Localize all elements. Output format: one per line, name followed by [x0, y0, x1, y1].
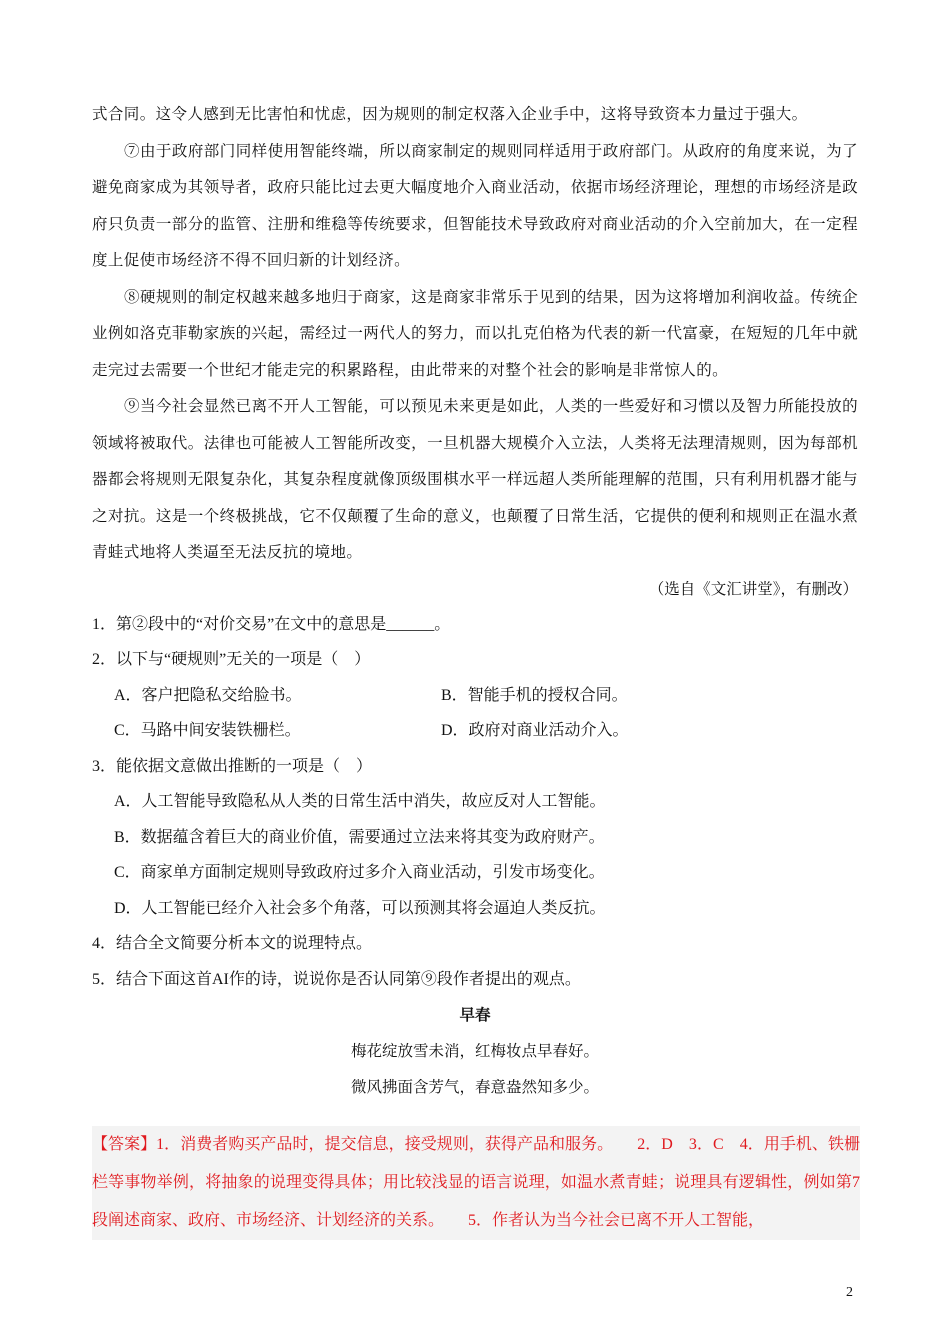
option-c: C．商家单方面制定规则导致政府过多介入商业活动，引发市场变化。	[114, 864, 605, 881]
option-d: D．政府对商业活动介入。	[441, 722, 629, 739]
question-2-options-row-1	[92, 678, 858, 714]
question-2-options-row-2	[92, 713, 858, 749]
option-b: B．数据蕴含着巨大的商业价值，需要通过立法来将其变为政府财产。	[114, 828, 605, 846]
document-body	[92, 96, 858, 1105]
option-c: C．马路中间安装铁栅栏。	[114, 722, 301, 739]
page-number: 2	[846, 1285, 853, 1300]
question-1: 1．第②段中的“对价交易”在文中的意思是______。	[92, 615, 451, 633]
source-citation: （选自《文汇讲堂》，有删改）	[648, 579, 858, 598]
question-5: 5．结合下面这首AI作的诗，说说你是否认同第⑨段作者提出的观点。	[92, 970, 581, 988]
question-4: 4．结合全文简要分析本文的说理特点。	[92, 935, 373, 952]
question-3: 3．能依据文意做出推断的一项是（ ）	[92, 757, 373, 775]
answer-block: 【答案】1．消费者购买产品时，提交信息，接受规则，获得产品和服务。 2．D 3．C 4．用手机、铁栅栏等事物举例，将抽象的说理变得具体；用比较浅显的语言说理，如温水煮青蛙；说理具有逻辑性，例如第7段阐述商家、政府、市场经济、计划经济的关系。 5．作者认为当今社会已离不开人工智能，	[92, 1126, 860, 1240]
option-b: B．智能手机的授权合同。	[441, 686, 628, 704]
poem	[92, 997, 858, 1105]
poem-line-1: 梅花绽放雪未消，红梅妆点早春好。	[350, 1042, 599, 1060]
question-2: 2．以下与“硬规则”无关的一项是（ ）	[92, 651, 371, 668]
paragraph-9: ⑨当今社会显然已离不开人工智能，可以预见未来更是如此，人类的一些爱好和习惯以及智力所能投放的领域将被取代。法律也可能被人工智能所改变，一旦机器大规模介入立法，人类将无法理清规则，因为每部机器都会将规则无限复杂化，其复杂程度就像顶级围棋水平一样远超人类所能理解的范围，只有利用机器才能与之对抗。这是一个终极挑战，它不仅颠覆了生命的意义，也颠覆了日常生活，它提供的便利和规则正在温水煮青蛙式地将人类逼至无法反抗的境地。	[92, 397, 858, 561]
option-d: D．人工智能已经介入社会多个角落，可以预测其将会逼迫人类反抗。	[114, 899, 606, 917]
option-a: A．人工智能导致隐私从人类的日常生活中消失，故应反对人工智能。	[114, 793, 606, 810]
paragraph-6-tail: 式合同。这令人感到无比害怕和忧虑，因为规则的制定权落入企业手中，这将导致资本力量过于强大。	[92, 105, 808, 123]
paragraph-8: ⑧硬规则的制定权越来越多地归于商家，这是商家非常乐于见到的结果，因为这将增加利润收益。传统企业例如洛克菲勒家族的兴起，需经过一两代人的努力，而以扎克伯格为代表的新一代富豪，在短短的几年中就走完过去需要一个世纪才能走完的积累路程，由此带来的对整个社会的影响是非常惊人的。	[92, 287, 858, 379]
option-a: A．客户把隐私交给脸书。	[114, 686, 302, 704]
poem-line-2: 微风拂面含芳气，春意盎然知多少。	[350, 1078, 599, 1096]
poem-title: 早春	[459, 1005, 491, 1024]
paragraph-7: ⑦由于政府部门同样使用智能终端，所以商家制定的规则同样适用于政府部门。从政府的角度来说，为了避免商家成为其领导者，政府只能比过去更大幅度地介入商业活动，依据市场经济理论，理想的市场经济是政府只负责一部分的监管、注册和维稳等传统要求，但智能技术导致政府对商业活动的介入空前加大，在一定程度上促使市场经济不得不回归新的计划经济。	[92, 141, 858, 269]
